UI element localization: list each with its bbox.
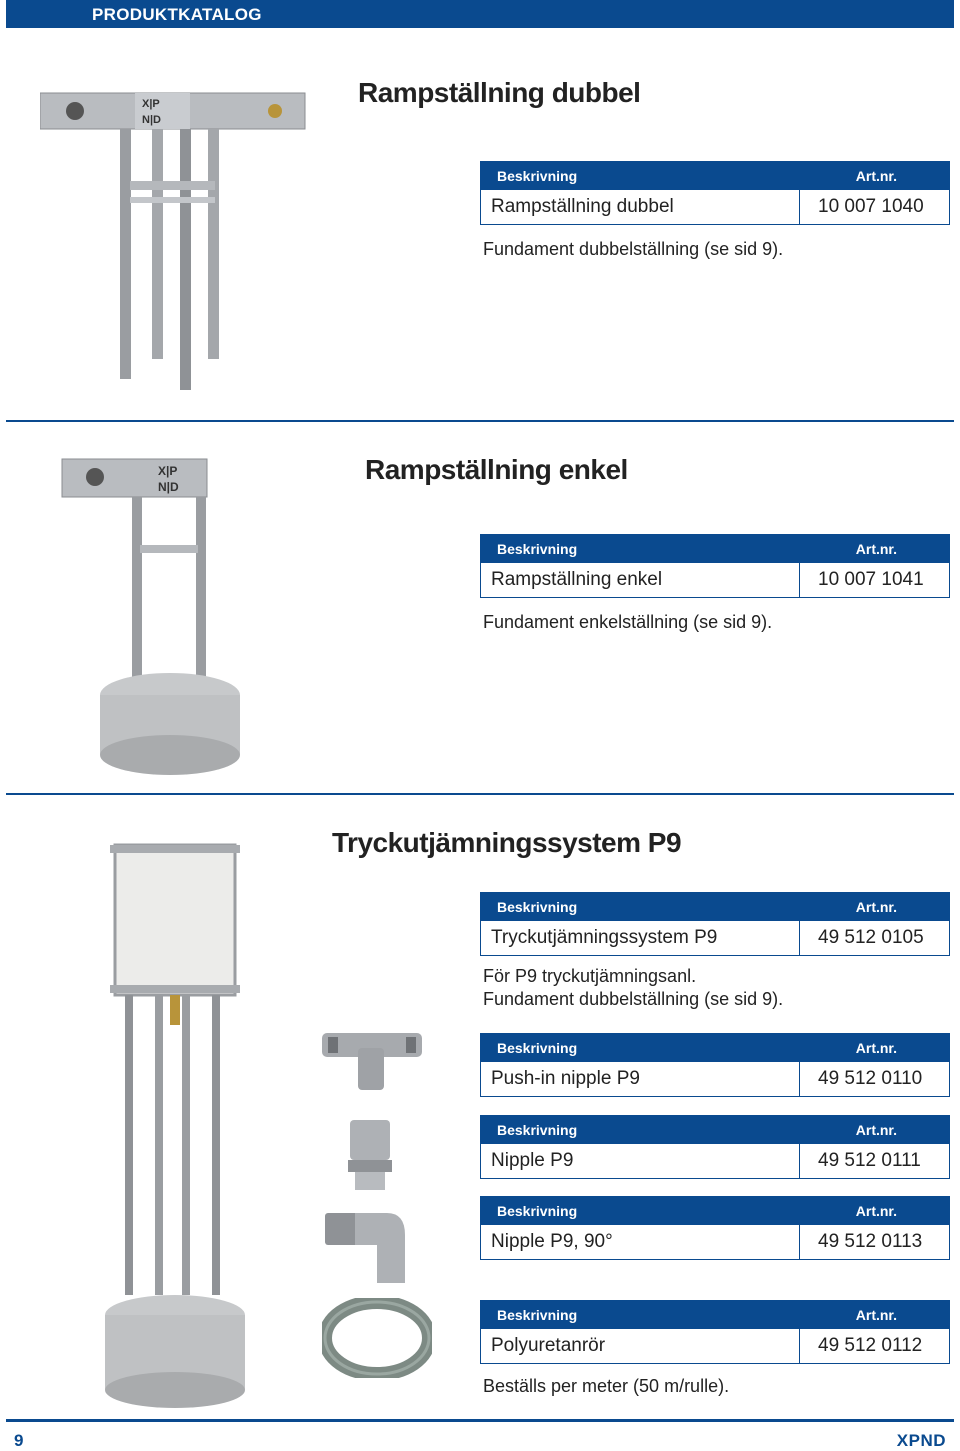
article-number: 49 512 0113 <box>799 1225 951 1259</box>
table-row <box>481 1225 949 1259</box>
nipple-fitting-photo <box>345 1118 395 1193</box>
product-table-dubbel <box>480 161 950 225</box>
table-header <box>481 1197 949 1225</box>
col-header-description: Beskrivning <box>497 1040 578 1056</box>
article-number: 49 512 0105 <box>799 921 951 955</box>
col-header-art-nr: Art.nr. <box>855 1307 897 1323</box>
svg-text:N|D: N|D <box>158 480 179 494</box>
product-table-hose <box>480 1300 950 1364</box>
col-header-art-nr: Art.nr. <box>855 168 897 184</box>
table-header <box>481 1034 949 1062</box>
svg-text:X|P: X|P <box>158 464 178 478</box>
elbow-fitting-photo <box>325 1205 410 1285</box>
product-description: Push-in nipple P9 <box>491 1068 640 1089</box>
table-row <box>481 190 949 224</box>
col-header-art-nr: Art.nr. <box>855 1040 897 1056</box>
section-divider <box>6 793 954 795</box>
col-header-art-nr: Art.nr. <box>855 541 897 557</box>
product-description: Tryckutjämningssystem P9 <box>491 927 718 948</box>
product-description: Rampställning dubbel <box>491 196 674 217</box>
foundation-note: Fundament enkelställning (se sid 9). <box>483 612 773 632</box>
table-header <box>481 1116 949 1144</box>
footer-divider <box>6 1419 954 1422</box>
col-header-description: Beskrivning <box>497 168 578 184</box>
product-table-enkel <box>480 534 950 598</box>
product-description: Polyuretanrör <box>491 1335 606 1356</box>
catalog-header-bar <box>6 0 954 28</box>
section-title-dubbel: Rampställning dubbel <box>358 77 641 108</box>
brand-logo: XPND <box>896 1431 946 1450</box>
product-table-p9 <box>480 892 950 956</box>
col-header-art-nr: Art.nr. <box>855 1203 897 1219</box>
table-header <box>481 535 949 563</box>
foundation-note: Fundament dubbelställning (se sid 9). <box>483 239 784 259</box>
product-table-nipple <box>480 1115 950 1179</box>
push-in-tee-fitting-photo <box>322 1028 422 1093</box>
table-row <box>481 563 949 597</box>
col-header-description: Beskrivning <box>497 899 578 915</box>
product-description: Nipple P9, 90° <box>491 1231 613 1252</box>
product-table-push-in-nipple <box>480 1033 950 1097</box>
hose-order-note: Beställs per meter (50 m/rulle). <box>483 1376 730 1396</box>
polyurethane-hose-coil-photo <box>322 1298 432 1378</box>
product-description: Rampställning enkel <box>491 569 663 590</box>
product-description: Nipple P9 <box>491 1150 574 1171</box>
col-header-description: Beskrivning <box>497 1203 578 1219</box>
product-table-elbow <box>480 1196 950 1260</box>
article-number: 49 512 0111 <box>799 1144 951 1178</box>
catalog-label: PRODUKTKATALOG <box>92 5 262 24</box>
col-header-description: Beskrivning <box>497 541 578 557</box>
article-number: 49 512 0110 <box>799 1062 951 1096</box>
svg-text:X|P: X|P <box>142 98 160 110</box>
p9-note-line1: För P9 tryckutjämningsanl. <box>483 966 697 986</box>
section-divider <box>6 420 954 422</box>
section-title-enkel: Rampställning enkel <box>365 454 628 485</box>
section-title-p9: Tryckutjämningssystem P9 <box>332 827 682 858</box>
table-row <box>481 921 949 955</box>
article-number: 10 007 1040 <box>799 190 951 224</box>
table-row <box>481 1329 949 1363</box>
table-header <box>481 1301 949 1329</box>
table-row <box>481 1062 949 1096</box>
col-header-art-nr: Art.nr. <box>855 899 897 915</box>
col-header-art-nr: Art.nr. <box>855 1122 897 1138</box>
article-number: 49 512 0112 <box>799 1329 951 1363</box>
single-ramp-stand-photo <box>60 455 250 780</box>
col-header-description: Beskrivning <box>497 1307 578 1323</box>
table-header <box>481 893 949 921</box>
article-number: 10 007 1041 <box>799 563 951 597</box>
table-row <box>481 1144 949 1178</box>
svg-text:N|D: N|D <box>142 114 161 126</box>
pressure-equalization-tank-photo <box>100 835 250 1410</box>
p9-note-line2: Fundament dubbelställning (se sid 9). <box>483 989 784 1009</box>
page-number: 9 <box>14 1431 24 1450</box>
double-ramp-stand-photo <box>40 85 310 390</box>
col-header-description: Beskrivning <box>497 1122 578 1138</box>
table-header <box>481 162 949 190</box>
